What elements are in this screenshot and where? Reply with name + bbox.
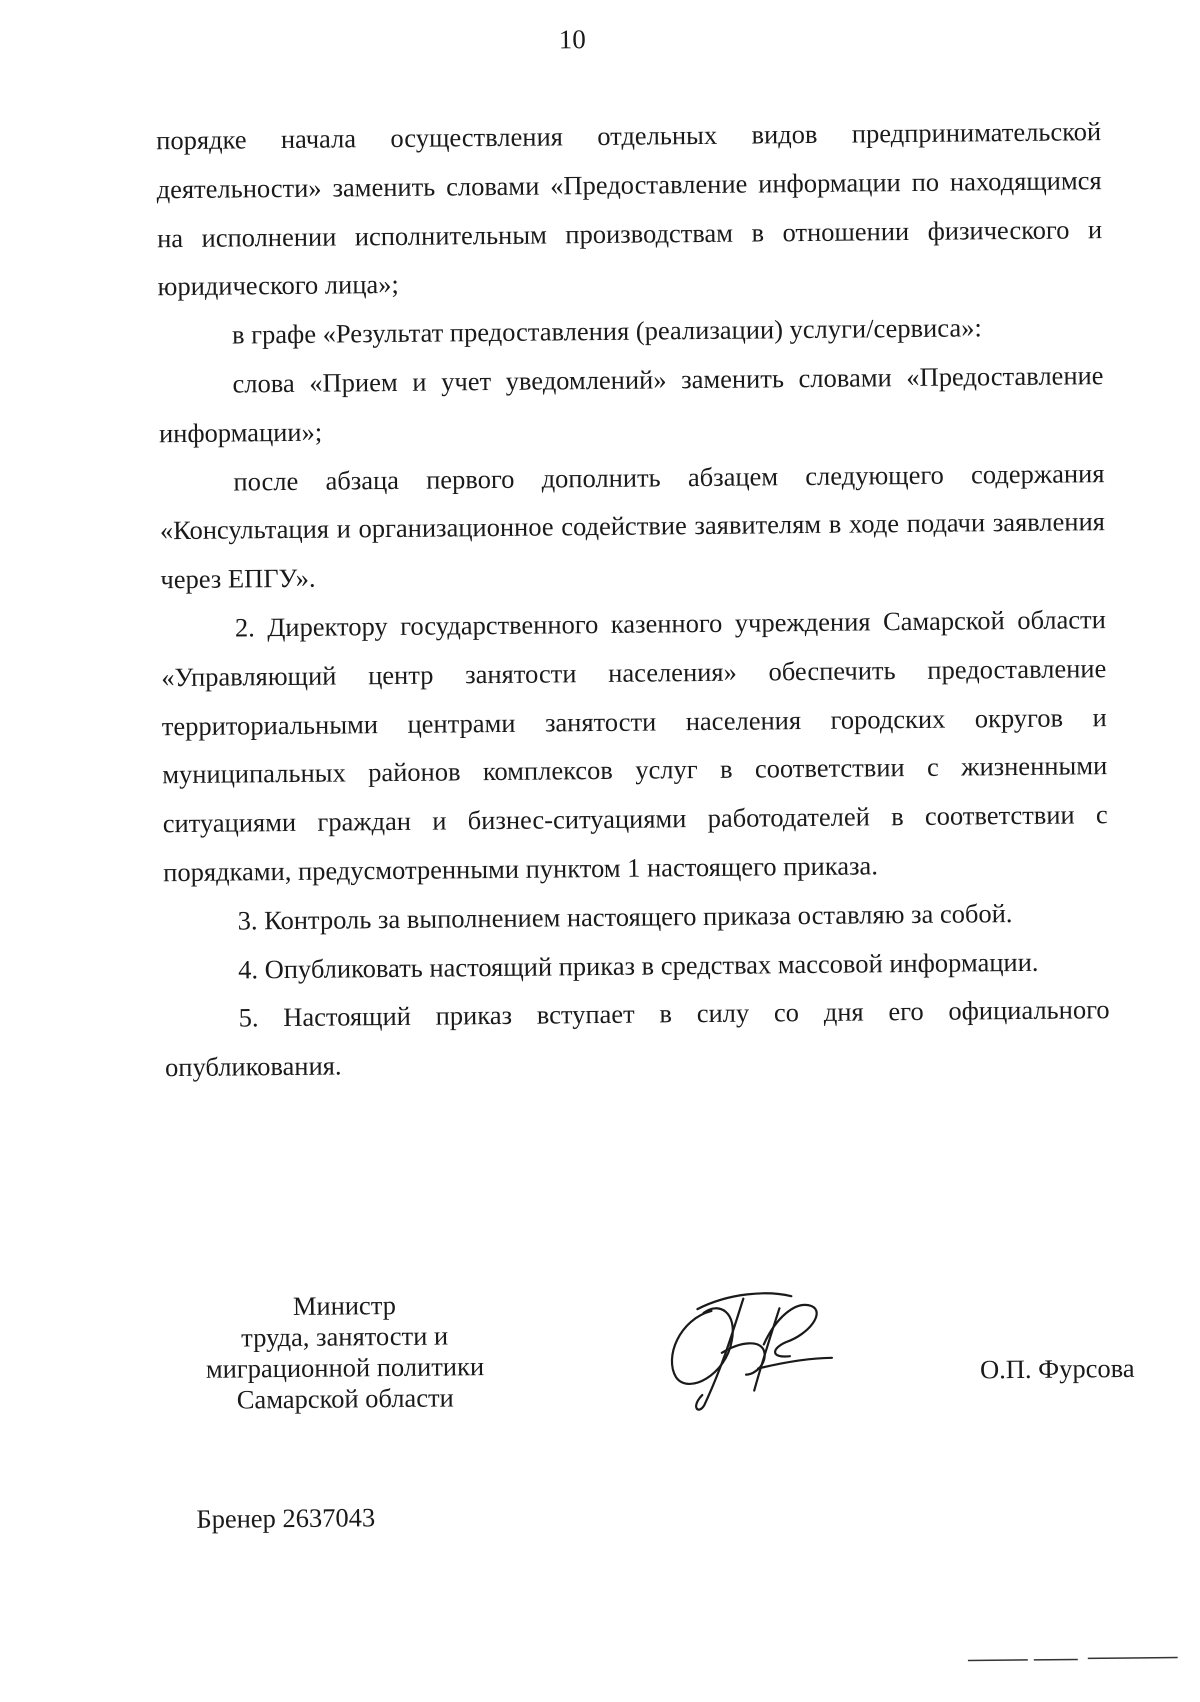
signatory-title-line: Министр — [174, 1289, 514, 1323]
paragraph-result-column: в графе «Результат предоставления (реализации) услуги/сервиса»: — [158, 302, 1103, 360]
paragraph-continuation: порядке начала осуществления отдельных видов предпринимательской деятельности» заменить словами «Предоставление информации по находящимся на исполнении исполнительным производствам в отношении физического и юридического лица»; — [156, 107, 1103, 311]
signatory-title-line: труда, занятости и — [175, 1320, 515, 1354]
paragraph-item-2: 2. Директору государственного казенного учреждения Самарской области «Управляющий центр занятости населения» обеспечить предоставление территориальными центрами занятости населения городских округов и муниципальных районов комплексов услуг в соответствии с жизненными ситуациями граждан и бизнес-ситуациями работодателей в соответствии с порядками, предусмотренными пунктом 1 настоящего приказа. — [161, 595, 1109, 897]
paragraph-item-5: 5. Настоящий приказ вступает в силу со дня его официального опубликования. — [164, 985, 1110, 1092]
signatory-title-line: Самарской области — [175, 1382, 515, 1416]
paragraph-replace-words: слова «Прием и учет уведомлений» заменить словами «Предоставление информации»; — [158, 351, 1104, 458]
paragraph-add-clause: после абзаца первого дополнить абзацем следующего содержания «Консультация и организационное содействие заявителям в ходе подачи заявления через ЕПГУ». — [159, 449, 1105, 604]
paragraph-item-3: 3. Контроль за выполнением настоящего приказа оставляю за собой. — [163, 888, 1108, 946]
paragraph-item-4: 4. Опубликовать настоящий приказ в средствах массовой информации. — [164, 937, 1109, 995]
page-number: 10 — [0, 18, 1192, 61]
signatory-name: О.П. Фурсова — [980, 1353, 1135, 1385]
handwritten-signature — [659, 1278, 840, 1420]
footer-rule — [968, 1654, 1178, 1666]
signatory-title — [174, 1289, 515, 1416]
signatory-title-line: миграционной политики — [175, 1351, 515, 1385]
document-body — [156, 107, 1110, 1092]
executor-contact: Бренер 2637043 — [196, 1502, 375, 1535]
